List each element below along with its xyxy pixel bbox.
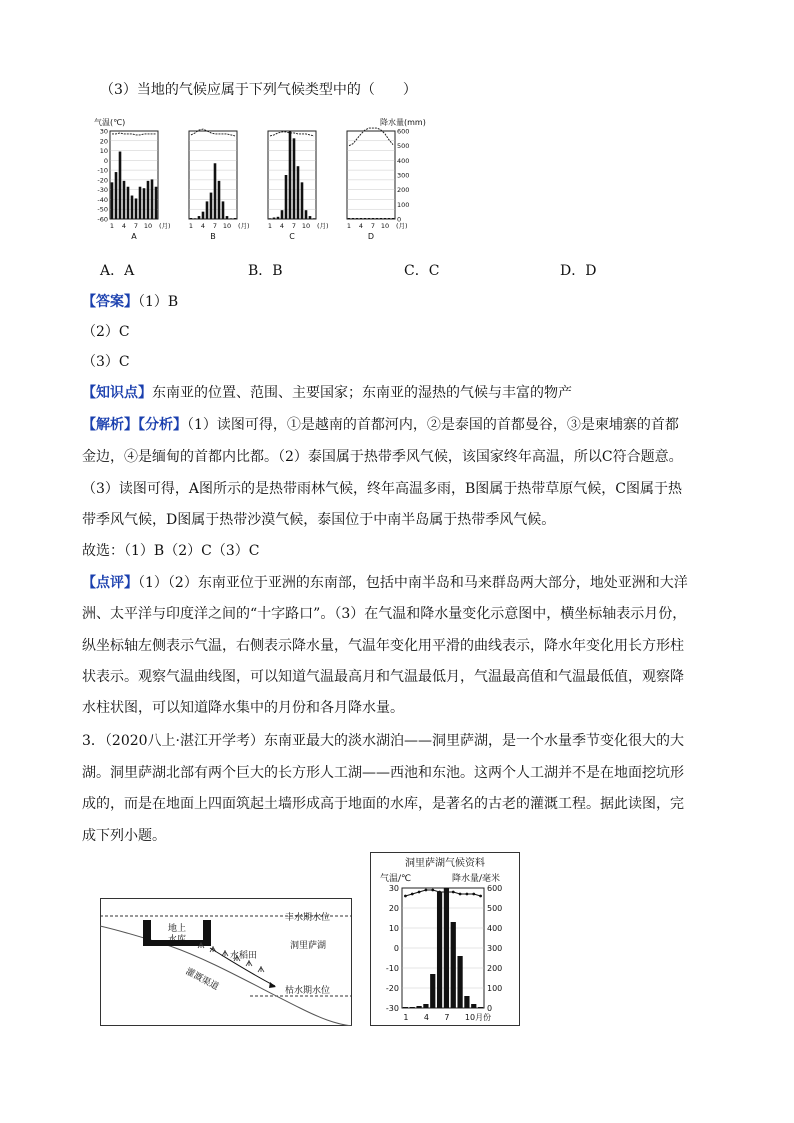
lake-x-tick: 7 bbox=[444, 1013, 450, 1022]
temp-tick-label: 20 bbox=[99, 137, 108, 146]
lake-temp-point bbox=[452, 891, 455, 894]
answer-line-1: 【答案】（1）B bbox=[82, 294, 179, 310]
option-c: C．C bbox=[404, 263, 440, 279]
lake-chart-title: 洞里萨湖气候资料 bbox=[405, 858, 485, 869]
lake-precip-tick: 400 bbox=[487, 924, 503, 933]
precip-bar bbox=[230, 218, 233, 219]
question-3-stem: （3）当地的气候应属于下列气候类型中的（ ） bbox=[100, 82, 417, 98]
lake-temp-point bbox=[466, 893, 469, 896]
precip-bar bbox=[372, 218, 375, 219]
climate-panel-a bbox=[97, 128, 170, 242]
lake-temp-point bbox=[425, 889, 428, 892]
precip-bar bbox=[368, 218, 371, 219]
lake-precip-tick: 500 bbox=[487, 904, 503, 913]
precip-tick-label: 600 bbox=[397, 127, 410, 136]
low-water-label: 枯水期水位 bbox=[285, 986, 331, 996]
lake-precip-bar bbox=[403, 1007, 408, 1008]
precip-bar bbox=[190, 218, 193, 219]
precip-bar bbox=[269, 218, 272, 219]
precip-tick-label: 300 bbox=[397, 171, 410, 180]
precip-bar bbox=[111, 182, 114, 219]
precip-bar bbox=[222, 201, 225, 219]
precip-tick-label: 500 bbox=[397, 142, 410, 151]
x-tick-label: 10 bbox=[143, 222, 153, 230]
precip-bar bbox=[301, 182, 304, 219]
x-tick-label: 1 bbox=[188, 222, 194, 230]
precip-bar bbox=[218, 181, 221, 219]
temp-tick-label: -50 bbox=[97, 205, 108, 214]
comment-tag: 【点评】 bbox=[82, 575, 138, 591]
x-unit-label: (月) bbox=[159, 222, 171, 230]
precip-axis-label: 降水量(mm) bbox=[380, 118, 426, 127]
knowledge-tag: 【知识点】 bbox=[82, 385, 152, 401]
lake-x-tick: 10月份 bbox=[464, 1013, 492, 1022]
x-tick-label: 4 bbox=[358, 222, 364, 230]
x-tick-label: 10 bbox=[222, 222, 232, 230]
temp-tick-label: -30 bbox=[97, 186, 108, 195]
lake-temp-point bbox=[431, 889, 434, 892]
reservoir-label-1: 地上 bbox=[168, 924, 187, 934]
x-unit-label: (月) bbox=[238, 222, 250, 230]
lake-temp-tick: -10 bbox=[385, 964, 399, 973]
lake-cross-section-diagram bbox=[100, 898, 352, 1026]
precip-bar bbox=[143, 188, 146, 219]
q3-intro-line-2: 湖。洞里萨湖北部有两个巨大的长方形人工湖——西池和东池。这两个人工湖并不是在地面挖坑形 bbox=[82, 765, 684, 781]
lake-temp-tick: -20 bbox=[385, 984, 399, 993]
precip-bar bbox=[131, 196, 134, 219]
precip-bar bbox=[277, 217, 280, 219]
x-tick-label: 10 bbox=[301, 222, 311, 230]
temp-tick-label: -20 bbox=[97, 176, 108, 185]
lake-precip-bar bbox=[471, 1004, 476, 1008]
lake-temp-tick: 10 bbox=[388, 924, 399, 933]
precip-bar bbox=[392, 218, 395, 219]
precip-bar bbox=[388, 218, 391, 219]
precip-bar bbox=[115, 172, 118, 219]
precip-bar bbox=[119, 152, 122, 219]
q3-intro-line-1: 3．（2020八上·湛江开学考）东南亚最大的淡水湖泊——洞里萨湖，是一个水量季节变化很大的大 bbox=[82, 733, 684, 749]
x-tick-label: 7 bbox=[370, 222, 376, 230]
precip-bar bbox=[305, 210, 308, 219]
paddy-label: 水稻田 bbox=[230, 951, 258, 961]
lake-temp-point bbox=[459, 893, 462, 896]
precip-bar bbox=[198, 216, 201, 219]
comment-line-3: 纵坐标轴左侧表示气温，右侧表示降水量，气温年变化用平滑的曲线表示，降水年变化用长方形柱 bbox=[82, 638, 684, 654]
lake-precip-label: 降水量/毫米 bbox=[452, 874, 501, 884]
precip-bar bbox=[147, 181, 150, 219]
precip-bar bbox=[348, 218, 351, 219]
x-tick-label: 7 bbox=[212, 222, 218, 230]
temp-tick-label: 30 bbox=[99, 127, 108, 136]
precip-bar bbox=[206, 201, 209, 219]
q3-intro-line-3: 成的，而是在地面上四面筑起土墙形成高于地面的水库，是著名的古老的灌溉工程。据此读图，完 bbox=[82, 796, 684, 812]
reservoir-label-2: 水库 bbox=[168, 935, 187, 945]
precip-tick-label: 0 bbox=[397, 215, 402, 224]
x-unit-label: (月) bbox=[396, 222, 408, 230]
climate-panel-d bbox=[347, 128, 409, 242]
lake-precip-bar bbox=[410, 1007, 415, 1008]
option-a: A．A bbox=[100, 263, 135, 279]
q3-intro-line-4: 成下列小题。 bbox=[82, 828, 166, 844]
precip-bar bbox=[356, 218, 359, 219]
lake-temp-point bbox=[472, 893, 475, 896]
temp-tick-label: -60 bbox=[97, 215, 108, 224]
precip-tick-label: 200 bbox=[397, 186, 410, 195]
lake-precip-bar bbox=[423, 1004, 428, 1008]
temp-axis-label: 气温(℃) bbox=[94, 118, 126, 127]
option-b: B．B bbox=[248, 263, 283, 279]
precip-bar bbox=[360, 218, 363, 219]
answer-tag: 【答案】 bbox=[82, 294, 138, 310]
analysis-line-4: 带季风气候，D图属于热带沙漠气候，泰国位于中南半岛属于热带季风气候。 bbox=[82, 512, 556, 528]
canal-label: 灌溉渠道 bbox=[183, 966, 221, 993]
lake-temp-tick: -30 bbox=[385, 1004, 399, 1013]
precip-bar bbox=[127, 187, 130, 219]
comment-line-2: 洲、太平洋与印度洋之间的“十字路口”。（3）在气温和降水量变化示意图中，横坐标轴表示月份， bbox=[82, 606, 687, 622]
climate-panels bbox=[97, 128, 409, 242]
precip-bar bbox=[214, 163, 217, 219]
precip-bar bbox=[285, 175, 288, 219]
lake-temp-label: 气温/℃ bbox=[380, 874, 412, 884]
lake-temp-point bbox=[438, 891, 441, 894]
temp-tick-label: 0 bbox=[103, 156, 108, 165]
lake-precip-tick: 0 bbox=[487, 1004, 493, 1013]
panel-label: B bbox=[210, 232, 216, 241]
panel-label: D bbox=[367, 232, 375, 241]
answer-line-2: （2）C bbox=[82, 324, 130, 340]
lake-x-tick: 1 bbox=[403, 1013, 409, 1022]
analysis-line-3: （3）读图可得，A图所示的是热带雨林气候，终年高温多雨，B图属于热带草原气候，C图属于热 bbox=[82, 481, 683, 497]
high-water-label: 丰水期水位 bbox=[285, 913, 331, 923]
precip-bar bbox=[289, 131, 292, 219]
lake-temp-point bbox=[404, 895, 407, 898]
lake-precip-tick: 300 bbox=[487, 944, 503, 953]
precip-bar bbox=[352, 218, 355, 219]
lake-temp-point bbox=[411, 893, 414, 896]
x-tick-label: 10 bbox=[380, 222, 390, 230]
lake-precip-tick: 600 bbox=[487, 884, 503, 893]
analysis-line-2: 金边，④是缅甸的首都内比都。（2）泰国属于热带季风气候，该国家终年高温，所以C符合题意。 bbox=[82, 449, 683, 465]
x-tick-label: 4 bbox=[279, 222, 285, 230]
lake-x-tick: 4 bbox=[423, 1013, 430, 1022]
precip-bar bbox=[123, 181, 126, 219]
analysis-tag: 【解析】【分析】 bbox=[82, 417, 187, 433]
precip-bar bbox=[273, 218, 276, 219]
precip-bar bbox=[313, 218, 316, 219]
lake-precip-bar bbox=[416, 1006, 421, 1008]
lake-temp-point bbox=[479, 895, 482, 898]
temp-tick-label: -40 bbox=[97, 195, 108, 204]
x-unit-label: (月) bbox=[317, 222, 329, 230]
precip-bar bbox=[309, 216, 312, 219]
precip-bar bbox=[202, 212, 205, 219]
x-tick-label: 1 bbox=[346, 222, 352, 230]
precip-tick-label: 100 bbox=[397, 200, 410, 209]
precip-bar bbox=[210, 193, 213, 219]
lake-label: 洞里萨湖 bbox=[290, 941, 327, 951]
precip-bar bbox=[384, 218, 387, 219]
x-tick-label: 1 bbox=[109, 222, 115, 230]
climate-panel-c bbox=[268, 131, 329, 241]
precip-bar bbox=[364, 218, 367, 219]
climate-panel-b bbox=[189, 129, 250, 241]
x-tick-label: 7 bbox=[291, 222, 297, 230]
precip-bar bbox=[380, 218, 383, 219]
precip-bar bbox=[135, 198, 138, 219]
temp-tick-label: -10 bbox=[97, 166, 108, 175]
lake-precip-tick: 100 bbox=[487, 984, 503, 993]
x-tick-label: 1 bbox=[267, 222, 273, 230]
lake-precip-bar bbox=[430, 974, 435, 1008]
comment-line-5: 水柱状图，可以知道降水集中的月份和各月降水量。 bbox=[82, 700, 404, 716]
lake-temp-tick: 30 bbox=[388, 884, 399, 893]
lake-climate-chart bbox=[370, 852, 520, 1026]
option-d: D．D bbox=[560, 263, 597, 279]
precip-bar bbox=[234, 218, 237, 219]
x-tick-label: 7 bbox=[133, 222, 139, 230]
lake-precip-bar bbox=[437, 892, 442, 1008]
lake-precip-tick: 200 bbox=[487, 964, 503, 973]
precip-bar bbox=[194, 218, 197, 219]
final-choice: 故选：（1）B（2）C（3）C bbox=[82, 543, 260, 559]
lake-precip-bar bbox=[464, 996, 469, 1008]
precip-bar bbox=[297, 166, 300, 219]
panel-label: A bbox=[131, 232, 137, 241]
precip-bar bbox=[226, 216, 229, 219]
lake-precip-bar bbox=[451, 922, 456, 1008]
reservoir-wall-left bbox=[143, 920, 151, 942]
precip-bar bbox=[376, 218, 379, 219]
precip-tick-label: 400 bbox=[397, 156, 410, 165]
x-tick-label: 4 bbox=[121, 222, 127, 230]
lake-precip-bar bbox=[444, 888, 449, 1008]
lake-precip-bar bbox=[478, 1007, 483, 1008]
knowledge-point: 【知识点】东南亚的位置、范围、主要国家；东南亚的湿热的气候与丰富的物产 bbox=[82, 385, 572, 401]
lake-temp-point bbox=[445, 891, 448, 894]
lake-temp-point bbox=[418, 891, 421, 894]
comment-line-4: 状表示。观察气温曲线图，可以知道气温最高月和气温最低月，气温最高值和气温最低值，观察降 bbox=[82, 669, 684, 685]
precip-bar bbox=[155, 187, 158, 219]
lake-temp-tick: 0 bbox=[393, 944, 399, 953]
panel-label: C bbox=[289, 232, 295, 241]
analysis-line-1: 【解析】【分析】（1）读图可得，①是越南的首都河内，②是泰国的首都曼谷，③是柬埔寨的首都 bbox=[82, 417, 679, 433]
answer-line-3: （3）C bbox=[82, 354, 130, 370]
precip-bar bbox=[139, 187, 142, 219]
comment-line-1: 【点评】（1）（2）东南亚位于亚洲的东南部，包括中南半岛和马来群岛两大部分，地处亚洲和大洋 bbox=[82, 575, 688, 591]
climate-charts-figure bbox=[90, 115, 430, 245]
temp-tick-label: 10 bbox=[99, 147, 108, 156]
lake-temp-tick: 20 bbox=[388, 904, 399, 913]
precip-bar bbox=[151, 179, 154, 219]
precip-bar bbox=[281, 210, 284, 219]
precip-bar bbox=[293, 138, 296, 219]
lake-precip-bar bbox=[457, 956, 462, 1008]
x-tick-label: 4 bbox=[200, 222, 206, 230]
